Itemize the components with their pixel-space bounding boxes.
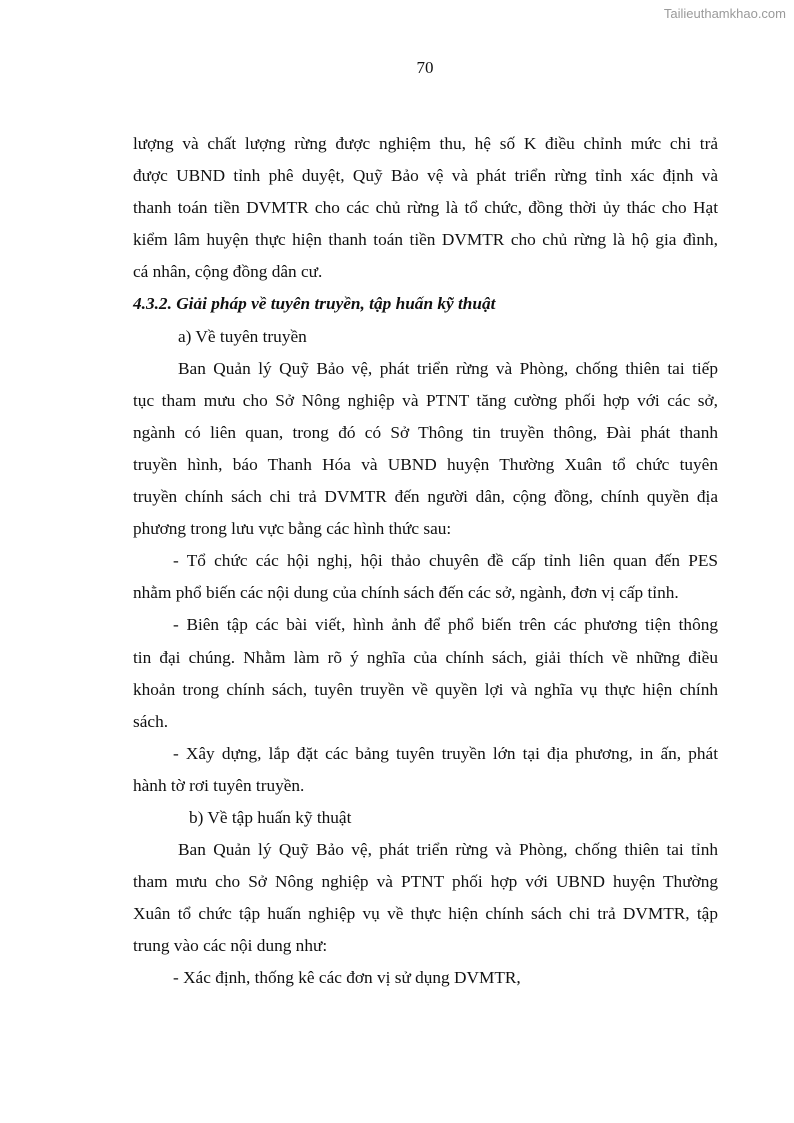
paragraph <box>133 128 718 288</box>
text-line: tham mưu cho Sở Nông nghiệp và PTNT phối hợp với UBND huyện Thường <box>133 872 718 892</box>
text-line: thanh toán tiền DVMTR cho các chủ rừng là tổ chức, đồng thời ủy thác cho Hạt <box>133 198 718 218</box>
text-line: truyền hình, báo Thanh Hóa và UBND huyện Thường Xuân tổ chức tuyên <box>133 454 718 474</box>
text-line: - Tổ chức các hội nghị, hội thảo chuyên đề cấp tỉnh liên quan đến PES <box>173 551 718 571</box>
section-heading: 4.3.2. Giải pháp về tuyên truyền, tập huấn kỹ thuật <box>133 294 496 314</box>
text-line: kiểm lâm huyện thực hiện thanh toán tiền DVMTR cho chủ rừng là hộ gia đình, <box>133 230 718 250</box>
text-line: - Xác định, thống kê các đơn vị sử dụng DVMTR, <box>173 968 521 988</box>
bullet-paragraph <box>133 545 718 609</box>
text-line: - Xây dựng, lắp đặt các bảng tuyên truyền lớn tại địa phương, in ấn, phát <box>173 743 718 763</box>
text-line: nhằm phổ biến các nội dung của chính sách đến các sở, ngành, đơn vị cấp tỉnh. <box>133 583 679 603</box>
paragraph <box>133 834 718 962</box>
text-line: Ban Quản lý Quỹ Bảo vệ, phát triển rừng và Phòng, chống thiên tai tiếp <box>178 358 718 378</box>
text-line: truyền chính sách chi trả DVMTR đến người dân, cộng đồng, chính quyền địa <box>133 487 718 507</box>
text-line: ngành có liên quan, trong đó có Sở Thông tin truyền thông, Đài phát thanh <box>133 422 718 442</box>
text-line: sách. <box>133 711 169 731</box>
bullet-paragraph <box>133 738 718 802</box>
text-line: tin đại chúng. Nhằm làm rõ ý nghĩa của chính sách, giải thích về những điều <box>133 647 718 667</box>
subsection-label: b) Về tập huấn kỹ thuật <box>189 807 352 827</box>
watermark: Tailieuthamkhao.com <box>663 6 786 21</box>
text-line: khoản trong chính sách, tuyên truyền về quyền lợi và nghĩa vụ thực hiện chính <box>133 679 718 699</box>
subsection-label: a) Về tuyên truyền <box>178 326 307 346</box>
text-line: cá nhân, cộng đồng dân cư. <box>133 262 323 282</box>
document-body <box>133 128 718 995</box>
text-line: trung vào các nội dung như: <box>133 936 328 956</box>
text-line: phương trong lưu vực bằng các hình thức sau: <box>133 519 452 539</box>
text-line: Ban Quản lý Quỹ Bảo vệ, phát triển rừng và Phòng, chống thiên tai tỉnh <box>178 840 718 860</box>
text-line: - Biên tập các bài viết, hình ảnh để phổ biến trên các phương tiện thông <box>173 615 718 635</box>
text-line: được UBND tỉnh phê duyệt, Quỹ Bảo vệ và phát triển rừng tỉnh xác định và <box>133 166 718 186</box>
paragraph <box>133 353 718 546</box>
text-line: hành tờ rơi tuyên truyền. <box>133 775 305 795</box>
bullet-paragraph <box>133 609 718 737</box>
bullet-paragraph <box>133 962 718 994</box>
text-line: tục tham mưu cho Sở Nông nghiệp và PTNT tăng cường phối hợp với các sở, <box>133 390 718 410</box>
text-line: Xuân tổ chức tập huấn nghiệp vụ về thực hiện chính sách chi trả DVMTR, tập <box>133 904 718 924</box>
page-number: 70 <box>416 58 434 77</box>
text-line: lượng và chất lượng rừng được nghiệm thu, hệ số K điều chỉnh mức chi trả <box>133 134 718 153</box>
